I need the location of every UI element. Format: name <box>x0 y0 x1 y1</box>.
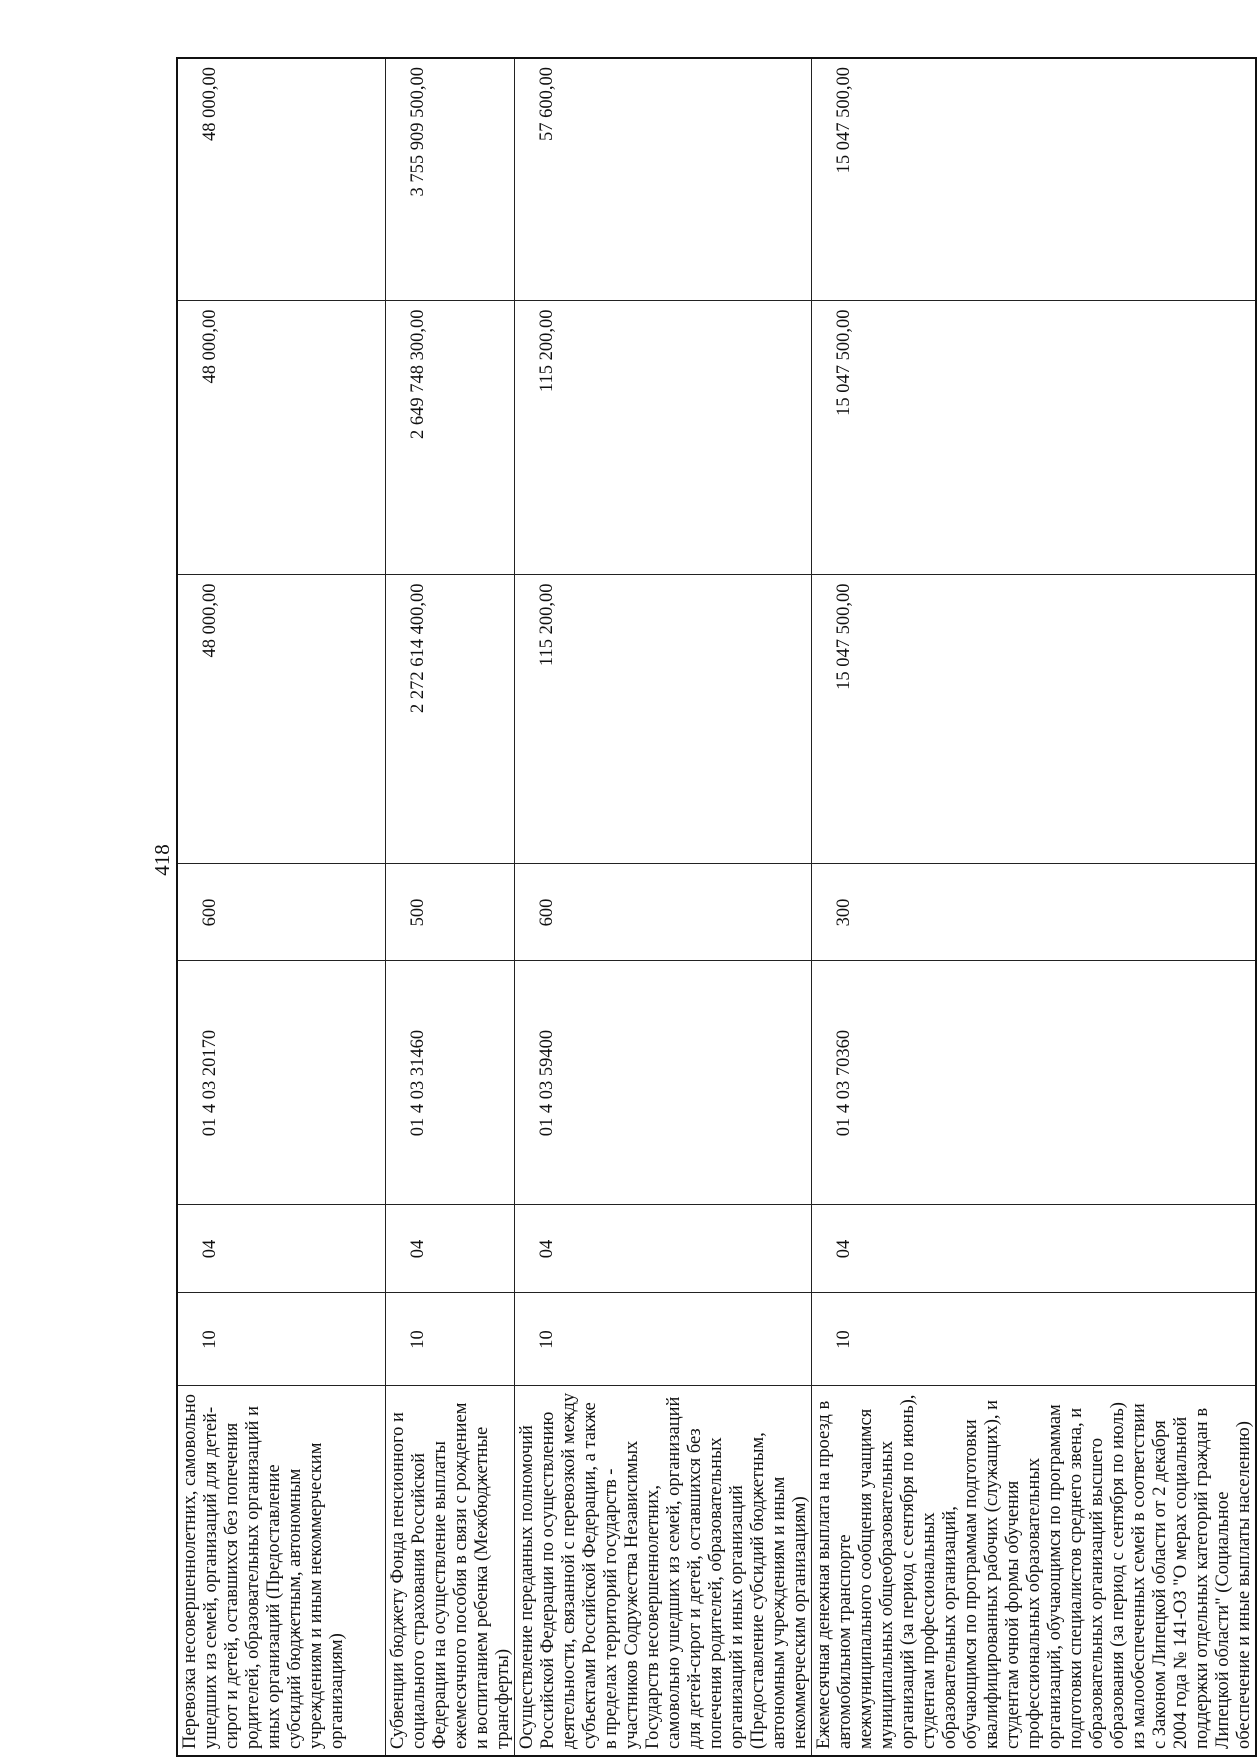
section-code: 10 <box>385 1293 514 1386</box>
amount-year-2: 2 649 748 300,00 <box>385 301 514 575</box>
rotated-page <box>120 59 1254 1757</box>
expense-type-code: 300 <box>811 864 1256 961</box>
amount-year-1: 2 272 614 400,00 <box>385 575 514 864</box>
amount-year-3: 3 755 909 500,00 <box>385 58 514 301</box>
table-row <box>385 58 514 1756</box>
table-row <box>177 58 385 1756</box>
section-code: 10 <box>811 1293 1256 1386</box>
amount-year-3: 15 047 500,00 <box>811 58 1256 301</box>
row-name: Ежемесячная денежная выплата на проезд в автомобильном транспорте межмуниципального сообщения учащимся муниципальных общеобразовательных организаций (за период с сентября по июнь), студентам профессиональных образовательных организаций, обучающимся по программам подготовки квалифицированных рабочих (служащих), и студентам очной формы обучения профессиональных образовательных организаций, обучающимся по программам подготовки специалистов среднего звена, и образовательных организаций высшего образования (за период с сентября по июль) из малообеспеченных семей в соответствии с Законом Липецкой области от 2 декабря 2004 года № 141-ОЗ "О мерах социальной поддержки отдельных категорий граждан в Липецкой области" (Социальное обеспечение и иные выплаты населению) <box>811 1386 1256 1756</box>
section-code: 10 <box>177 1293 385 1386</box>
page-number: 418 <box>150 844 174 876</box>
section-code: 10 <box>514 1293 811 1386</box>
expense-type-code: 500 <box>385 864 514 961</box>
subsection-code: 04 <box>177 1205 385 1293</box>
row-name: Осуществление переданных полномочий Российской Федерации по осуществлению деятельности, связанной с перевозкой между субъектами Российской Федерации, а также в пределах территорий государств - участников Содружества Независимых Государств несовершеннолетних, самовольно ушедших из семей, организаций для детей-сирот и детей, оставшихся без попечения родителей, образовательных организаций и иных организаций (Предоставление субсидий бюджетным, автономным учреждениям и иным некоммерческим организациям) <box>514 1386 811 1756</box>
amount-year-2: 48 000,00 <box>177 301 385 575</box>
subsection-code: 04 <box>385 1205 514 1293</box>
amount-year-3: 48 000,00 <box>177 58 385 301</box>
amount-year-3: 57 600,00 <box>514 58 811 301</box>
table-row <box>514 58 811 1756</box>
amount-year-1: 48 000,00 <box>177 575 385 864</box>
target-article-code: 01 4 03 59400 <box>514 961 811 1205</box>
row-name: Субвенции бюджету Фонда пенсионного и социального страхования Российской Федерации на осуществление выплаты ежемесячного пособия в связи с рождением и воспитанием ребенка (Межбюджетные трансферты) <box>385 1386 514 1756</box>
amount-year-2: 115 200,00 <box>514 301 811 575</box>
expense-type-code: 600 <box>514 864 811 961</box>
subsection-code: 04 <box>514 1205 811 1293</box>
amount-year-2: 15 047 500,00 <box>811 301 1256 575</box>
expense-type-code: 600 <box>177 864 385 961</box>
subsection-code: 04 <box>811 1205 1256 1293</box>
table-row <box>811 58 1256 1756</box>
budget-table <box>176 57 1257 1757</box>
amount-year-1: 115 200,00 <box>514 575 811 864</box>
amount-year-1: 15 047 500,00 <box>811 575 1256 864</box>
target-article-code: 01 4 03 31460 <box>385 961 514 1205</box>
target-article-code: 01 4 03 70360 <box>811 961 1256 1205</box>
row-name: Перевозка несовершеннолетних, самовольно ушедших из семей, организаций для детей-сирот и детей, оставшихся без попечения родителей, образовательных организаций и иных организаций (Предоставление субсидий бюджетным, автономным учреждениям и иным некоммерческим организациям) <box>177 1386 385 1756</box>
target-article-code: 01 4 03 20170 <box>177 961 385 1205</box>
